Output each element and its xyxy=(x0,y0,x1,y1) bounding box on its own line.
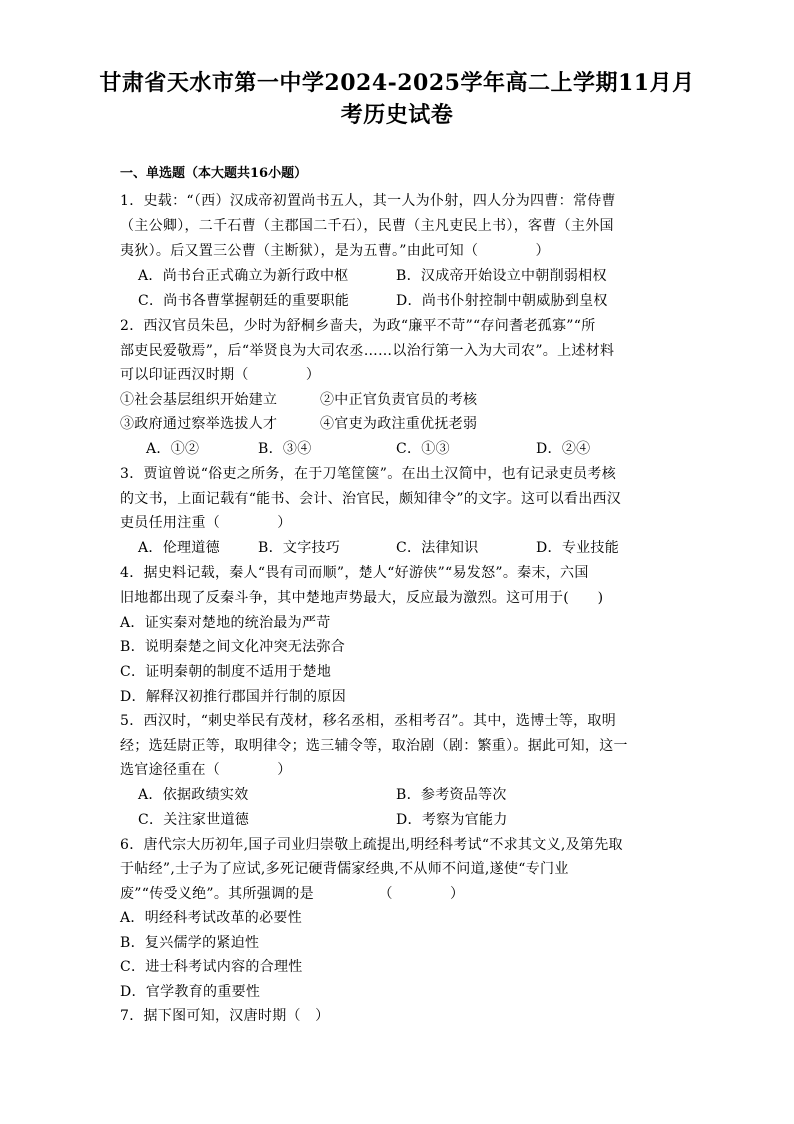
question-4-option-a: A．证实秦对楚地的统治最为严苛 xyxy=(120,615,331,631)
question-1-option-b: B．汉成帝开始设立中朝削弱相权 xyxy=(396,268,607,284)
question-3-option-a: A．伦理道德 xyxy=(138,540,220,556)
question-3-line-2: 的文书，上面记载有“能书、会计、治官民，颇知律令”的文字。这可以看出西汉 xyxy=(120,491,622,507)
question-5-option-d: D．考察为官能力 xyxy=(396,812,508,828)
question-1-line-2: （主公卿），二千石曹（主郡国二千石），民曹（主凡吏民上书），客曹（主外国 xyxy=(120,218,614,234)
question-3-line-3: 吏员任用注重（ ） xyxy=(120,515,292,531)
question-4-line-2: 旧地都出现了反秦斗争，其中楚地声势最大，反应最为激烈。这可用于( ) xyxy=(120,590,604,606)
question-6-option-a: A．明经科考试改革的必要性 xyxy=(120,910,303,926)
section-heading-single-choice: 一、单选题（本大题共16小题） xyxy=(120,166,308,181)
question-5-line-3: 选官途径重在（ ） xyxy=(120,762,292,778)
question-3-option-d: D．专业技能 xyxy=(536,540,620,556)
question-6-option-b: B．复兴儒学的紧迫性 xyxy=(120,935,260,951)
question-6-option-c: C．进士科考试内容的合理性 xyxy=(120,959,303,975)
question-3-line-1: 3．贾谊曾说“俗吏之所务，在于刀笔筐箧”。在出土汉简中，也有记录吏员考核 xyxy=(120,466,617,482)
question-4-option-c: C．证明秦朝的制度不适用于楚地 xyxy=(120,664,332,680)
question-1-option-a: A．尚书台正式确立为新行政中枢 xyxy=(138,268,349,284)
question-7-line-1: 7．据下图可知，汉唐时期（ ） xyxy=(120,1008,330,1024)
exam-title-line2: 考历史试卷 xyxy=(340,102,454,128)
question-2-option-c: C．①③ xyxy=(396,441,450,457)
question-2-option-b: B．③④ xyxy=(258,441,312,457)
question-4-option-d: D．解释汉初推行郡国并行制的原因 xyxy=(120,689,347,705)
exam-title-line1: 甘肃省天水市第一中学2024-2025学年高二上学期11月月 xyxy=(99,70,695,96)
question-6-line-3: 废”“传受义绝”。其所强调的是 （ ） xyxy=(120,886,465,902)
question-2-option-a: A．①② xyxy=(146,441,200,457)
question-5-option-a: A．依据政绩实效 xyxy=(138,787,249,803)
question-2-statement-3: ③政府通过察举选拔人才 xyxy=(120,416,278,432)
question-2-statement-4: ④官吏为政注重优抚老弱 xyxy=(320,416,478,432)
question-2-line-3: 可以印证西汉时期（ ） xyxy=(120,367,321,383)
question-5-line-2: 经；选廷尉正等，取明律令；选三辅令等，取治剧（剧：繁重）。据此可知，这一 xyxy=(120,738,628,754)
question-1-option-d: D．尚书仆射控制中朝威胁到皇权 xyxy=(396,293,608,309)
question-2-line-1: 2．西汉官员朱邑，少时为舒桐乡啬夫，为政“廉平不苛”“存问耆老孤寡”“所 xyxy=(120,318,596,334)
question-6-option-d: D．官学教育的重要性 xyxy=(120,984,261,1000)
question-6-line-2: 于帖经”,士子为了应试,多死记硬背儒家经典,不从师不问道,遂使“专门业 xyxy=(120,861,569,877)
question-2-line-2: 部吏民爱敬焉”，后“举贤良为大司农丞……以治行第一入为大司农”。上述材料 xyxy=(120,343,615,359)
question-2-option-d: D．②④ xyxy=(536,441,591,457)
question-3-option-b: B．文字技巧 xyxy=(258,540,341,556)
question-2-statement-1: ①社会基层组织开始建立 xyxy=(120,392,278,408)
question-1-option-c: C．尚书各曹掌握朝廷的重要职能 xyxy=(138,293,350,309)
question-4-line-1: 4．据史料记载，秦人“畏有司而顺”，楚人“好游侠”“易发怒”。秦末，六国 xyxy=(120,565,589,581)
question-4-option-b: B．说明秦楚之间文化冲突无法弥合 xyxy=(120,639,346,655)
question-6-line-1: 6．唐代宗大历初年,国子司业归崇敬上疏提出,明经科考试“不求其文义,及第先取 xyxy=(120,837,623,853)
question-5-line-1: 5．西汉时，“刺史举民有茂材，移名丞相，丞相考召”。其中，选博士等，取明 xyxy=(120,713,617,729)
question-1-line-3: 夷狄）。后又置三公曹（主断狱），是为五曹。”由此可知（ ） xyxy=(120,243,550,259)
question-1-line-1: 1．史载：“（西）汉成帝初置尚书五人，其一人为仆射，四人分为四曹：常侍曹 xyxy=(120,193,616,209)
question-2-statement-2: ②中正官负责官员的考核 xyxy=(320,392,478,408)
question-3-option-c: C．法律知识 xyxy=(396,540,479,556)
question-5-option-b: B．参考资品等次 xyxy=(396,787,507,803)
question-5-option-c: C．关注家世道德 xyxy=(138,812,250,828)
